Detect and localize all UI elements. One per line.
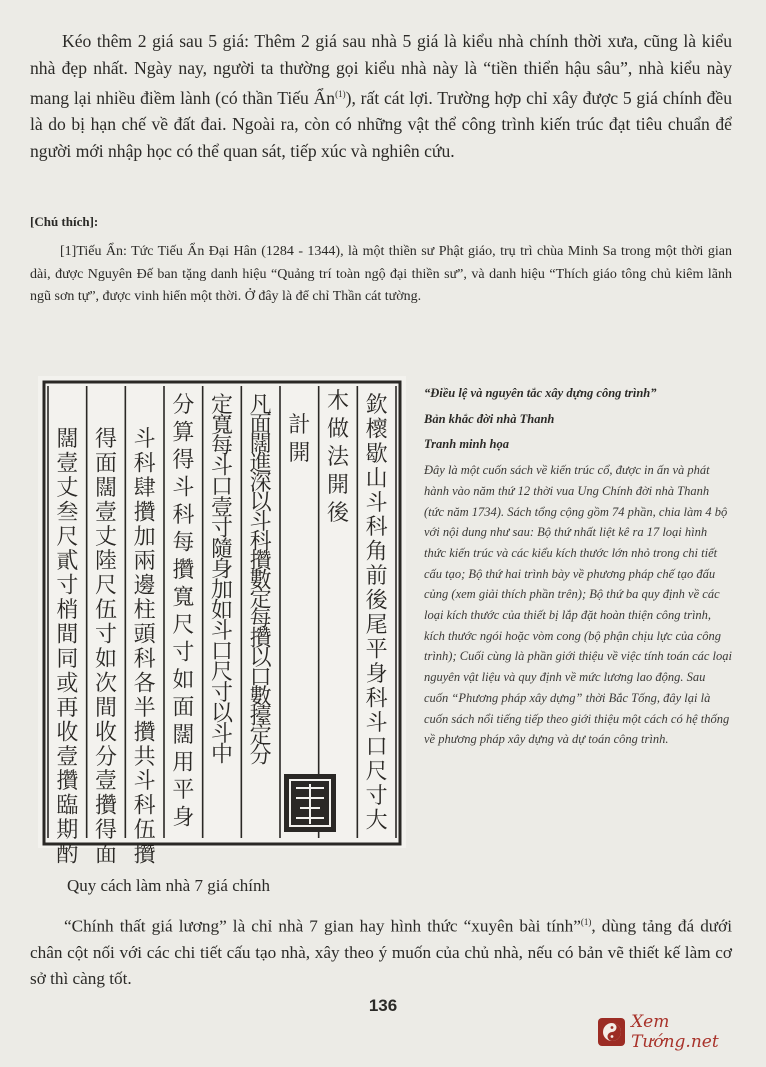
caption-title: “Điều lệ và nguyên tắc xây dựng công trình” <box>424 386 657 400</box>
caption-body: Đây là một cuốn sách về kiến trúc cổ, được in ấn và phát hành vào năm thứ 12 thời vua Ung Chính đời nhà Thanh (tức năm 1734). Sách tổng cộng gồm 74 phần, chia làm 4 bộ với nội dung như sau: Bộ thứ nhất liệt kê ra 17 loại hình thức kiến trúc và các kiểu kích thước lớn nhỏ trong chi tiết cấu tạo; Bộ thứ hai trình bày về phương pháp chế tạo đấu củng (xem giải thích phần trên); Bộ thứ ba quy định về các loại kích thước của thiết bị lắp đặt hoàn thiện công trình, kích thước ngói hoặc vòm cong (bộ phận chịu lực của công trình); Cuối cùng là phần giới thiệu về việc tính toán các loại nguyên vật liệu và quy định về mức lương lao động. Sau cuốn “Phương pháp xây dựng” thời Bắc Tống, đây lại là cuốn sách nổi tiếng tiếp theo giới thiệu một cách có hệ thống về phương pháp xây dựng và dự toán công trình. <box>424 463 733 747</box>
footnote-1: [1]Tiếu Ẩn: Tức Tiếu Ẩn Đại Hân (1284 - 1344), là một thiền sư Phật giáo, trụ trì chùa Minh Sa trong một thời gian dài, được Nguyên Đế ban tặng danh hiệu “Quảng trí toàn ngộ đại thiền sư”, và danh hiệu “Thích giáo tông chủ kiêm lãnh ngũ sơn tự”, được vinh hiển một thời. Ở đây là để chỉ Thần cát tường. <box>30 244 732 304</box>
woodcut-column-7: 斗科肆攢加兩邊柱頭科各半攢共斗科伍攢 <box>133 427 156 868</box>
woodcut-illustration <box>38 376 406 868</box>
yin-yang-icon <box>598 1018 625 1046</box>
woodcut-column-5: 定寬每斗口壹寸隨身加如斗口尺寸以斗中 <box>210 393 234 768</box>
woodcut-column-3: 計開 <box>288 413 311 466</box>
illustration-caption <box>424 383 732 750</box>
watermark-text: Xem Tướng.net <box>631 1012 719 1052</box>
section-text-a: “Chính thất giá lương” là chỉ nhà 7 gian hay hình thức “xuyên bài tính” <box>64 916 581 936</box>
woodcut-column-4: 凡面闊進深以斗科攢數定每攢以口數擡定分 <box>249 393 272 769</box>
intro-text-a: Kéo thêm 2 giá sau 5 giá: Thêm 2 giá sau nhà 5 giá là kiểu nhà chính thời xưa, cũng là kiểu nhà đẹp nhất. Ngày nay, người ta thường gọi kiểu nhà này là “tiền thiển hậu sâu”, nhà kiểu này mang lại nhiều điềm lành (có thần Tiếu Ẩn <box>30 31 732 108</box>
caption-subtitle-2: Tranh minh họa <box>424 437 509 452</box>
site-watermark[interactable] <box>598 1014 758 1050</box>
caption-subtitle: Bản khắc đời nhà Thanh <box>424 411 555 426</box>
woodcut-column-8: 得面闊壹丈陸尺伍寸如次間收分壹攢得面 <box>94 427 118 868</box>
notes-heading: [Chú thích]: <box>30 214 99 229</box>
page-number: 136 <box>368 996 398 1015</box>
woodcut-column-9: 闊壹丈叁尺貳寸梢間同或再收壹攢臨期酌 <box>56 427 79 868</box>
section-paragraph <box>30 909 732 992</box>
section-title: Quy cách làm nhà 7 giá chính <box>67 876 270 895</box>
intro-footnote-ref[interactable]: (1) <box>335 89 346 99</box>
intro-text-b: ), rất cát lợi. Trường hợp chỉ xây được 5 giá chính đều là do bị hạn chế về đất đai. Ngoài ra, còn có những vật thể công trình kiến trúc đạt tiêu chuẩn để người mới nhập học có thể quan sát, tiếp xúc và nghiên cứu. <box>30 87 732 161</box>
woodcut-column-6: 分算得斗科每攢寬尺寸如面闊用平身 <box>172 393 195 831</box>
section-footnote-ref[interactable]: (1) <box>580 917 592 927</box>
woodcut-column-1: 欽櫰歇山斗科角前後尾平身科斗口尺寸大 <box>365 393 388 834</box>
woodcut-svg <box>38 376 406 868</box>
woodcut-column-2: 木做法開後 <box>326 389 350 526</box>
intro-paragraph <box>30 28 732 164</box>
seal-stamp <box>284 774 336 832</box>
section-text-b: , dùng tảng đá dưới chân cột nối với các chi tiết cấu tạo nhà, xây theo ý muốn của chủ nhà, nếu có bản vẽ thiết kế làm cơ sở thì càng tốt. <box>30 916 732 988</box>
